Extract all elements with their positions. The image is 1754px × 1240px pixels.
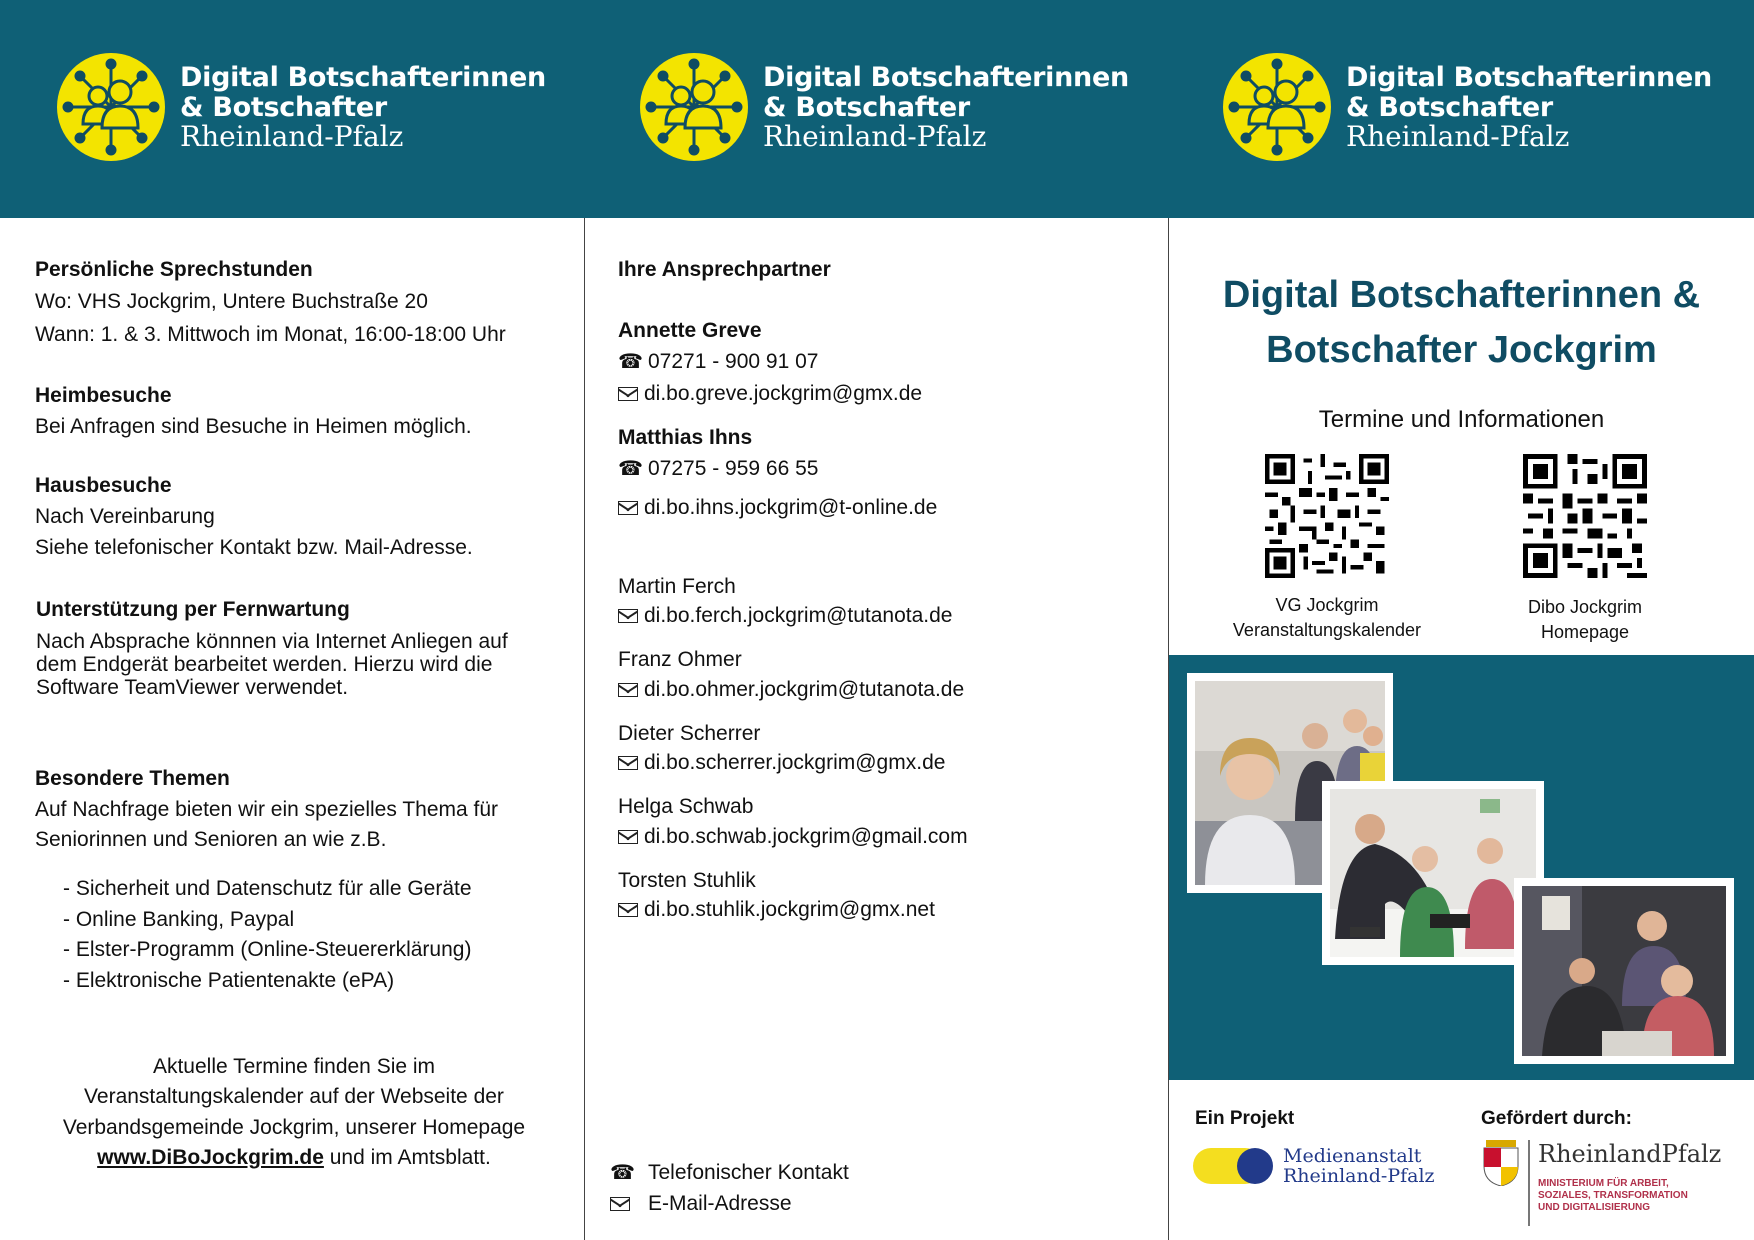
fern-line-2: dem Endgerät bearbeitet werden. Hierzu wird die (36, 653, 493, 676)
phone-icon: ☎ (618, 458, 643, 480)
fern-line-3: Software TeamViewer verwendet. (36, 676, 349, 699)
contacts-heading: Ihre Ansprechpartner (618, 258, 831, 281)
contact-name: Franz Ohmer (618, 648, 742, 671)
ministry-line-3: UND DIGITALISIERUNG (1538, 1202, 1651, 1213)
contact-email (618, 894, 935, 925)
qr-label-line: Dibo Jockgrim (1527, 597, 1643, 617)
envelope-icon (610, 1197, 630, 1211)
fern-text (36, 630, 576, 699)
logo-divider (1528, 1140, 1530, 1226)
envelope-icon (618, 683, 638, 697)
contact-name: Martin Ferch (618, 575, 736, 598)
haus-heading: Hausbesuche (35, 474, 172, 497)
panel-services (0, 218, 584, 1240)
themen-item: - Elster-Programm (Online-Steuererklärung) (63, 938, 472, 961)
network-people-icon (639, 52, 749, 162)
termine-line-3: Verbandsgemeinde Jockgrim, unserer Homepage (62, 1116, 526, 1139)
brand-logo (56, 52, 546, 162)
cover-title-line-1: Digital Botschafterinnen & (1222, 274, 1701, 316)
qr-code-homepage[interactable] (1523, 454, 1647, 578)
termine-line-1: Aktuelle Termine finden Sie im (152, 1055, 436, 1078)
envelope-icon (618, 756, 638, 770)
themen-item: - Elektronische Patientenakte (ePA) (63, 969, 395, 992)
envelope-icon (618, 501, 638, 515)
brand-line-2: & Botschafter (1346, 91, 1553, 123)
qr-label-line: Veranstaltungskalender (1232, 620, 1422, 640)
legend-email-label: E-Mail-Adresse (648, 1192, 792, 1215)
contact-phone-number[interactable]: 07271 - 900 91 07 (648, 350, 819, 373)
fern-line-1: Nach Absprache könnnen via Internet Anliegen auf (36, 630, 508, 653)
themen-line-1: Auf Nachfrage bieten wir ein spezielles Thema für (35, 798, 499, 821)
panel-cover (1169, 218, 1754, 1240)
contact-name: Matthias Ihns (618, 426, 753, 449)
themen-item: - Sicherheit und Datenschutz für alle Geräte (63, 877, 472, 900)
contact-email (618, 378, 922, 409)
qr-label-homepage (1475, 595, 1695, 645)
contact-email (618, 492, 937, 523)
photo-2 (1322, 781, 1544, 965)
contact-email-address[interactable]: di.bo.ohmer.jockgrim@tutanota.de (644, 678, 965, 701)
photo-collage (1169, 655, 1754, 1080)
contact-email-address[interactable]: di.bo.ihns.jockgrim@t-online.de (644, 496, 938, 519)
network-people-icon (1222, 52, 1332, 162)
brand-logo (639, 52, 1129, 162)
legend-phone-label: Telefonischer Kontakt (648, 1161, 849, 1184)
cover-title-line-2: Botschafter Jockgrim (1266, 329, 1657, 371)
contact-phone-number[interactable]: 07275 - 959 66 55 (648, 457, 819, 480)
panel-contacts (585, 218, 1168, 1240)
brand-line-2: & Botschafter (180, 91, 387, 123)
coat-of-arms-icon (1482, 1140, 1520, 1186)
funded-label: Gefördert durch: (1481, 1108, 1632, 1129)
contact-email (618, 600, 952, 631)
qr-label-calendar (1217, 593, 1437, 643)
project-label: Ein Projekt (1195, 1108, 1295, 1129)
envelope-icon (618, 387, 638, 401)
ministry-line-1: MINISTERIUM FÜR ARBEIT, (1538, 1178, 1669, 1189)
medienanstalt-logo (1193, 1146, 1435, 1186)
themen-item: - Online Banking, Paypal (63, 908, 295, 931)
envelope-icon (618, 609, 638, 623)
themen-line-2: Seniorinnen und Senioren an wie z.B. (35, 828, 387, 851)
heim-text: Bei Anfragen sind Besuche in Heimen möglich. (35, 415, 472, 438)
legend-email (610, 1188, 792, 1219)
cover-subtitle: Termine und Informationen (1318, 406, 1605, 433)
contact-phone (618, 453, 818, 485)
contact-email-address[interactable]: di.bo.ferch.jockgrim@tutanota.de (644, 604, 953, 627)
haus-line-1: Nach Vereinbarung (35, 505, 215, 528)
brand-line-1: Digital Botschafterinnen (1346, 61, 1712, 93)
sprech-when: Wann: 1. & 3. Mittwoch im Monat, 16:00-18:00 Uhr (35, 323, 506, 346)
contact-email-address[interactable]: di.bo.greve.jockgrim@gmx.de (644, 382, 923, 405)
rlp-ministry-logo (1482, 1140, 1721, 1226)
qr-label-line: Homepage (1540, 622, 1630, 642)
medienanstalt-logo-icon (1193, 1148, 1273, 1184)
qr-code-calendar[interactable] (1265, 454, 1389, 578)
ministry-line-2: SOZIALES, TRANSFORMATION (1538, 1190, 1688, 1201)
contact-name: Annette Greve (618, 319, 762, 342)
termine-line-2: Veranstaltungskalender auf der Webseite der (84, 1085, 504, 1108)
brand-line-3: Rheinland-Pfalz (180, 119, 404, 153)
heim-heading: Heimbesuche (35, 384, 172, 407)
haus-line-2: Siehe telefonischer Kontakt bzw. Mail-Adresse. (35, 536, 473, 559)
brand-line-1: Digital Botschafterinnen (763, 61, 1129, 93)
contact-email-address[interactable]: di.bo.stuhlik.jockgrim@gmx.net (644, 898, 935, 921)
rlp-wordmark: RheinlandPfalz (1538, 1140, 1722, 1168)
sprech-heading: Persönliche Sprechstunden (35, 258, 313, 281)
contact-name: Torsten Stuhlik (618, 869, 756, 892)
termine-line-4 (0, 1142, 588, 1173)
contact-email-address[interactable]: di.bo.scherrer.jockgrim@gmx.de (644, 751, 946, 774)
fern-heading: Unterstützung per Fernwartung (36, 598, 350, 621)
contact-name: Helga Schwab (618, 795, 754, 818)
brand-line-3: Rheinland-Pfalz (1346, 119, 1570, 153)
legend-phone (610, 1157, 849, 1189)
envelope-icon (618, 830, 638, 844)
photo-3 (1514, 878, 1734, 1064)
contact-email (618, 747, 945, 778)
network-people-icon (56, 52, 166, 162)
brand-line-2: & Botschafter (763, 91, 970, 123)
phone-icon: ☎ (610, 1162, 635, 1184)
sprech-where: Wo: VHS Jockgrim, Untere Buchstraße 20 (35, 290, 428, 313)
qr-label-line: VG Jockgrim (1275, 595, 1379, 615)
contact-phone (618, 346, 818, 378)
brand-logo (1222, 52, 1712, 162)
contact-email (618, 821, 968, 852)
header-banner (0, 0, 1754, 218)
themen-heading: Besondere Themen (35, 767, 230, 790)
medienanstalt-line-1: Medienanstalt (1283, 1145, 1422, 1167)
contact-name: Dieter Scherrer (618, 722, 761, 745)
contact-email (618, 674, 964, 705)
phone-icon: ☎ (618, 351, 643, 373)
medienanstalt-line-2: Rheinland-Pfalz (1283, 1165, 1435, 1187)
envelope-icon (618, 903, 638, 917)
brand-line-1: Digital Botschafterinnen (180, 61, 546, 93)
brand-line-3: Rheinland-Pfalz (763, 119, 987, 153)
termine-after-link: und im Amtsblatt. (323, 1146, 491, 1169)
contact-email-address[interactable]: di.bo.schwab.jockgrim@gmail.com (644, 825, 968, 848)
homepage-link[interactable]: www.DiBoJockgrim.de (97, 1146, 324, 1169)
